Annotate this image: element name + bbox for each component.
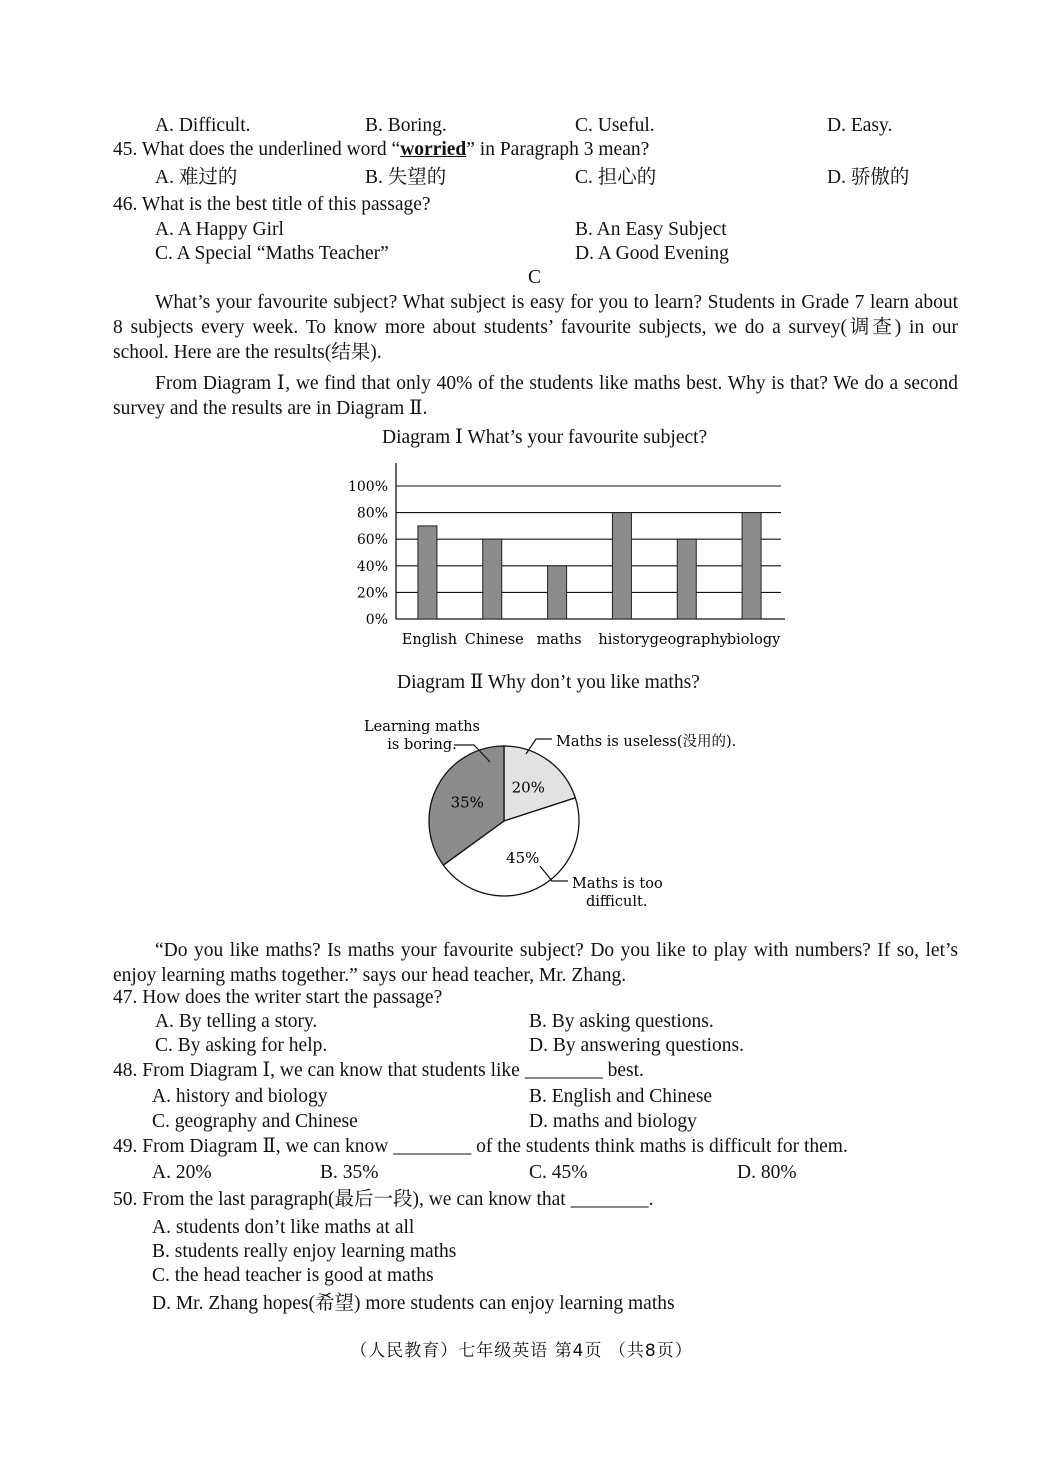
q44-option-a: A. Difficult. [155, 115, 251, 136]
q50-option-b: B. students really enjoy learning maths [152, 1241, 457, 1262]
pie-label-boring-1: Learning maths [364, 719, 480, 735]
q50-option-c: C. the head teacher is good at maths [152, 1265, 434, 1286]
q44-option-c: C. Useful. [575, 115, 655, 136]
q46-option-c: C. A Special “Maths Teacher” [155, 243, 389, 264]
q46-option-b: B. An Easy Subject [575, 219, 727, 240]
pie-value-label: 35% [450, 793, 484, 812]
q49-option-d: D. 80% [737, 1162, 797, 1183]
q46-option-a: A. A Happy Girl [155, 219, 284, 240]
q48-option-b: B. English and Chinese [529, 1086, 713, 1107]
q47-option-d: D. By answering questions. [529, 1035, 745, 1056]
q48-option-a: A. history and biology [152, 1086, 328, 1107]
paragraph-1: What’s your favourite subject? What subject is easy for you to learn? Students in Grade 7 learn about 8 subjects every week. To know more about students’ favourite subjects, we do a survey(调查) in our school. Here are the results(结果). [113, 292, 958, 363]
q50-option-a: A. students don’t like maths at all [152, 1217, 415, 1238]
y-tick-label: 60% [356, 532, 388, 549]
q49-stem: 49. From Diagram Ⅱ, we can know ________ of the students think maths is difficult for them. [113, 1136, 848, 1157]
page-footer: （人民教育）七年级英语 第4页 （共8页） [350, 1341, 693, 1361]
y-tick-label: 40% [356, 558, 388, 575]
x-tick-label: biology [726, 632, 781, 648]
pie-value-label: 45% [506, 848, 540, 867]
paragraph-3: “Do you like maths? Is maths your favourite subject? Do you like to play with numbers? If so, let’s enjoy learning maths together.” says our head teacher, Mr. Zhang. [113, 940, 958, 986]
y-tick-label: 100% [347, 479, 388, 495]
y-tick-label: 0% [365, 612, 388, 628]
q44-option-d: D. Easy. [827, 115, 893, 136]
q47-stem: 47. How does the writer start the passage? [113, 987, 443, 1008]
q45-stem: 45. What does the underlined word “worried” in Paragraph 3 mean? [113, 139, 650, 160]
q45-option-c: C. 担心的 [575, 167, 657, 188]
pie-label-difficult-2: difficult. [586, 894, 648, 910]
q47-option-c: C. By asking for help. [155, 1035, 328, 1056]
x-tick-label: geography [649, 632, 728, 648]
x-tick-label: Chinese [464, 632, 524, 648]
bar-history [612, 513, 631, 619]
q49-option-c: C. 45% [529, 1162, 588, 1183]
diagram-2-title: Diagram Ⅱ Why don’t you like maths? [397, 672, 700, 693]
q44-option-b: B. Boring. [365, 115, 447, 136]
q45-option-a: A. 难过的 [155, 167, 238, 188]
y-tick-label: 80% [356, 505, 388, 522]
q48-option-c: C. geography and Chinese [152, 1111, 358, 1132]
section-heading: C [528, 267, 542, 288]
paragraph-2: From Diagram Ⅰ, we find that only 40% of the students like maths best. Why is that? We do a second survey and the results are in Diagram Ⅱ. [113, 373, 958, 419]
q50-stem: 50. From the last paragraph(最后一段), we can know that ________. [113, 1189, 654, 1210]
pie-label-useless: Maths is useless(没用的). [556, 734, 737, 750]
diagram-1-title: Diagram Ⅰ What’s your favourite subject? [382, 427, 708, 448]
q45-option-b: B. 失望的 [365, 167, 447, 188]
q47-option-a: A. By telling a story. [155, 1011, 318, 1032]
bar-Chinese [483, 539, 502, 619]
q46-option-d: D. A Good Evening [575, 243, 729, 264]
y-tick-label: 20% [356, 585, 388, 602]
bar-English [418, 526, 437, 619]
bar-chart [330, 455, 800, 655]
bar-geography [677, 539, 696, 619]
q47-option-b: B. By asking questions. [529, 1011, 714, 1032]
q49-option-a: A. 20% [152, 1162, 212, 1183]
q45-option-d: D. 骄傲的 [827, 167, 910, 188]
q46-stem: 46. What is the best title of this passage? [113, 194, 431, 215]
q50-option-d: D. Mr. Zhang hopes(希望) more students can enjoy learning maths [152, 1293, 675, 1314]
q48-option-d: D. maths and biology [529, 1111, 697, 1132]
q48-stem: 48. From Diagram Ⅰ, we can know that students like ________ best. [113, 1060, 644, 1081]
q49-option-b: B. 35% [320, 1162, 379, 1183]
pie-label-difficult-1: Maths is too [572, 876, 663, 892]
x-tick-label: English [401, 632, 458, 648]
pie-label-boring-2: is boring. [387, 737, 457, 753]
pie-chart [340, 708, 780, 918]
x-tick-label: history [598, 632, 650, 648]
pie-value-label: 20% [511, 778, 545, 797]
bar-biology [742, 513, 761, 619]
x-tick-label: maths [536, 632, 582, 648]
bar-maths [548, 566, 567, 619]
underlined-word: worried [400, 139, 467, 160]
